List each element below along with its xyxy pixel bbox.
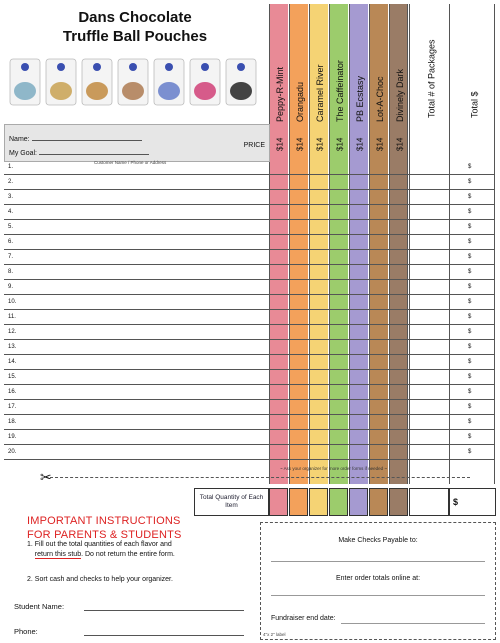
row-number: 12. xyxy=(8,329,17,335)
flavor-name: PB Ecstasy xyxy=(355,75,365,122)
grid-divider xyxy=(409,4,410,484)
row-dollar: $ xyxy=(468,179,472,185)
row-number: 2. xyxy=(8,179,14,185)
flavor-name: Peppy-R-Mint xyxy=(275,66,285,122)
row-dollar: $ xyxy=(468,254,472,260)
table-row[interactable] xyxy=(4,385,494,400)
row-number: 20. xyxy=(8,449,17,455)
row-number: 11. xyxy=(8,314,16,320)
student-name-field[interactable]: Student Name: xyxy=(14,602,64,611)
row-number: 1. xyxy=(8,164,14,170)
table-row[interactable] xyxy=(4,355,494,370)
label-size-note: 4"x 2" label xyxy=(263,632,286,637)
table-row[interactable] xyxy=(4,175,494,190)
row-dollar: $ xyxy=(468,299,472,305)
cut-line xyxy=(50,477,470,478)
flavor-total-cell[interactable] xyxy=(309,488,328,516)
table-row[interactable] xyxy=(4,250,494,265)
instruction-step-2: 2. Sort cash and checks to help your organizer. xyxy=(27,576,173,583)
table-row[interactable] xyxy=(4,400,494,415)
row-dollar: $ xyxy=(468,449,472,455)
row-number: 3. xyxy=(8,194,14,200)
row-number: 16. xyxy=(8,389,17,395)
instructions-title: IMPORTANT INSTRUCTIONS FOR PARENTS & STUDENTS xyxy=(27,515,182,541)
flavor-total-cell[interactable] xyxy=(349,488,368,516)
price-label: PRICE xyxy=(243,142,265,149)
table-row[interactable] xyxy=(4,370,494,385)
table-row[interactable] xyxy=(4,190,494,205)
checks-payable-label: Make Checks Payable to: xyxy=(338,537,418,544)
instruction-step-1: 1. Fill out the total quantities of each flavor and return this stub. Do not return the entire form. xyxy=(27,541,175,558)
row-number: 14. xyxy=(8,359,17,365)
table-row[interactable] xyxy=(4,265,494,280)
table-row[interactable] xyxy=(4,295,494,310)
table-row[interactable] xyxy=(4,445,494,460)
row-dollar: $ xyxy=(468,284,472,290)
flavor-price: $14 xyxy=(295,137,305,151)
row-number: 6. xyxy=(8,239,14,245)
flavor-total-cell[interactable] xyxy=(389,488,408,516)
grid-divider xyxy=(494,4,495,484)
phone-field[interactable]: Phone: xyxy=(14,627,38,636)
order-stub-label xyxy=(260,522,496,640)
flavor-total-cell[interactable] xyxy=(329,488,348,516)
flavor-total-cell[interactable] xyxy=(369,488,388,516)
row-number: 7. xyxy=(8,254,14,260)
seller-info-box xyxy=(4,124,270,162)
row-dollar: $ xyxy=(468,209,472,215)
row-dollar: $ xyxy=(468,314,472,320)
table-row[interactable] xyxy=(4,280,494,295)
flavor-name: Caramel River xyxy=(315,64,325,122)
row-number: 5. xyxy=(8,224,14,230)
flavor-name: Lot-A-Choc xyxy=(375,76,385,122)
row-number: 13. xyxy=(8,344,17,350)
flavor-price: $14 xyxy=(335,137,345,151)
row-dollar: $ xyxy=(468,359,472,365)
row-dollar: $ xyxy=(468,374,472,380)
goal-field[interactable]: My Goal: xyxy=(9,147,149,157)
total-dollars-cell[interactable]: $ xyxy=(449,488,496,516)
flavor-price: $14 xyxy=(355,137,365,151)
total-quantity-label: Total Quantity of Each Item xyxy=(194,488,269,516)
row-dollar: $ xyxy=(468,224,472,230)
row-dollar: $ xyxy=(468,164,472,170)
row-dollar: $ xyxy=(468,329,472,335)
row-number: 8. xyxy=(8,269,14,275)
row-number: 17. xyxy=(8,404,17,410)
scissors-icon: ✂ xyxy=(40,469,52,485)
table-row[interactable] xyxy=(4,430,494,445)
end-date-label: Fundraiser end date: xyxy=(271,615,336,622)
flavor-price: $14 xyxy=(315,137,325,151)
row-dollar: $ xyxy=(468,194,472,200)
flavor-name: The Caffeinator xyxy=(335,60,345,122)
row-dollar: $ xyxy=(468,404,472,410)
product-pouches-image xyxy=(8,55,263,110)
flavor-total-cell[interactable] xyxy=(269,488,288,516)
table-row[interactable] xyxy=(4,205,494,220)
row-dollar: $ xyxy=(468,419,472,425)
row-number: 10. xyxy=(8,299,17,305)
flavor-price: $14 xyxy=(375,137,385,151)
row-dollar: $ xyxy=(468,269,472,275)
row-dollar: $ xyxy=(468,434,472,440)
customer-header: Customer Name / Phone or Address xyxy=(94,160,167,165)
row-number: 4. xyxy=(8,209,14,215)
online-entry-label: Enter order totals online at: xyxy=(335,575,421,582)
flavor-price: $14 xyxy=(395,137,405,151)
table-row[interactable] xyxy=(4,325,494,340)
table-row[interactable] xyxy=(4,415,494,430)
row-number: 18. xyxy=(8,419,17,425)
form-title: Dans Chocolate Truffle Ball Pouches xyxy=(62,9,208,45)
table-row[interactable] xyxy=(4,235,494,250)
total-packages-header: Total # of Packages xyxy=(426,39,437,118)
flavor-name: Orangadu xyxy=(295,81,305,122)
table-row[interactable] xyxy=(4,310,494,325)
row-number: 19. xyxy=(8,434,17,440)
flavor-name: Divinely Dark xyxy=(395,68,405,122)
more-forms-note: ~ Ask your organizer for more order forms if needed ~ xyxy=(280,466,388,471)
table-row[interactable] xyxy=(4,160,494,175)
total-packages-cell[interactable] xyxy=(409,488,449,516)
row-dollar: $ xyxy=(468,389,472,395)
flavor-total-cell[interactable] xyxy=(289,488,308,516)
row-number: 15. xyxy=(8,374,17,380)
total-dollars-header: Total $ xyxy=(469,91,480,118)
row-number: 9. xyxy=(8,284,14,290)
name-field[interactable]: Name: xyxy=(9,133,142,143)
grid-divider xyxy=(449,4,450,484)
table-row[interactable] xyxy=(4,220,494,235)
table-row[interactable] xyxy=(4,340,494,355)
row-dollar: $ xyxy=(468,344,472,350)
flavor-price: $14 xyxy=(275,137,285,151)
row-dollar: $ xyxy=(468,239,472,245)
